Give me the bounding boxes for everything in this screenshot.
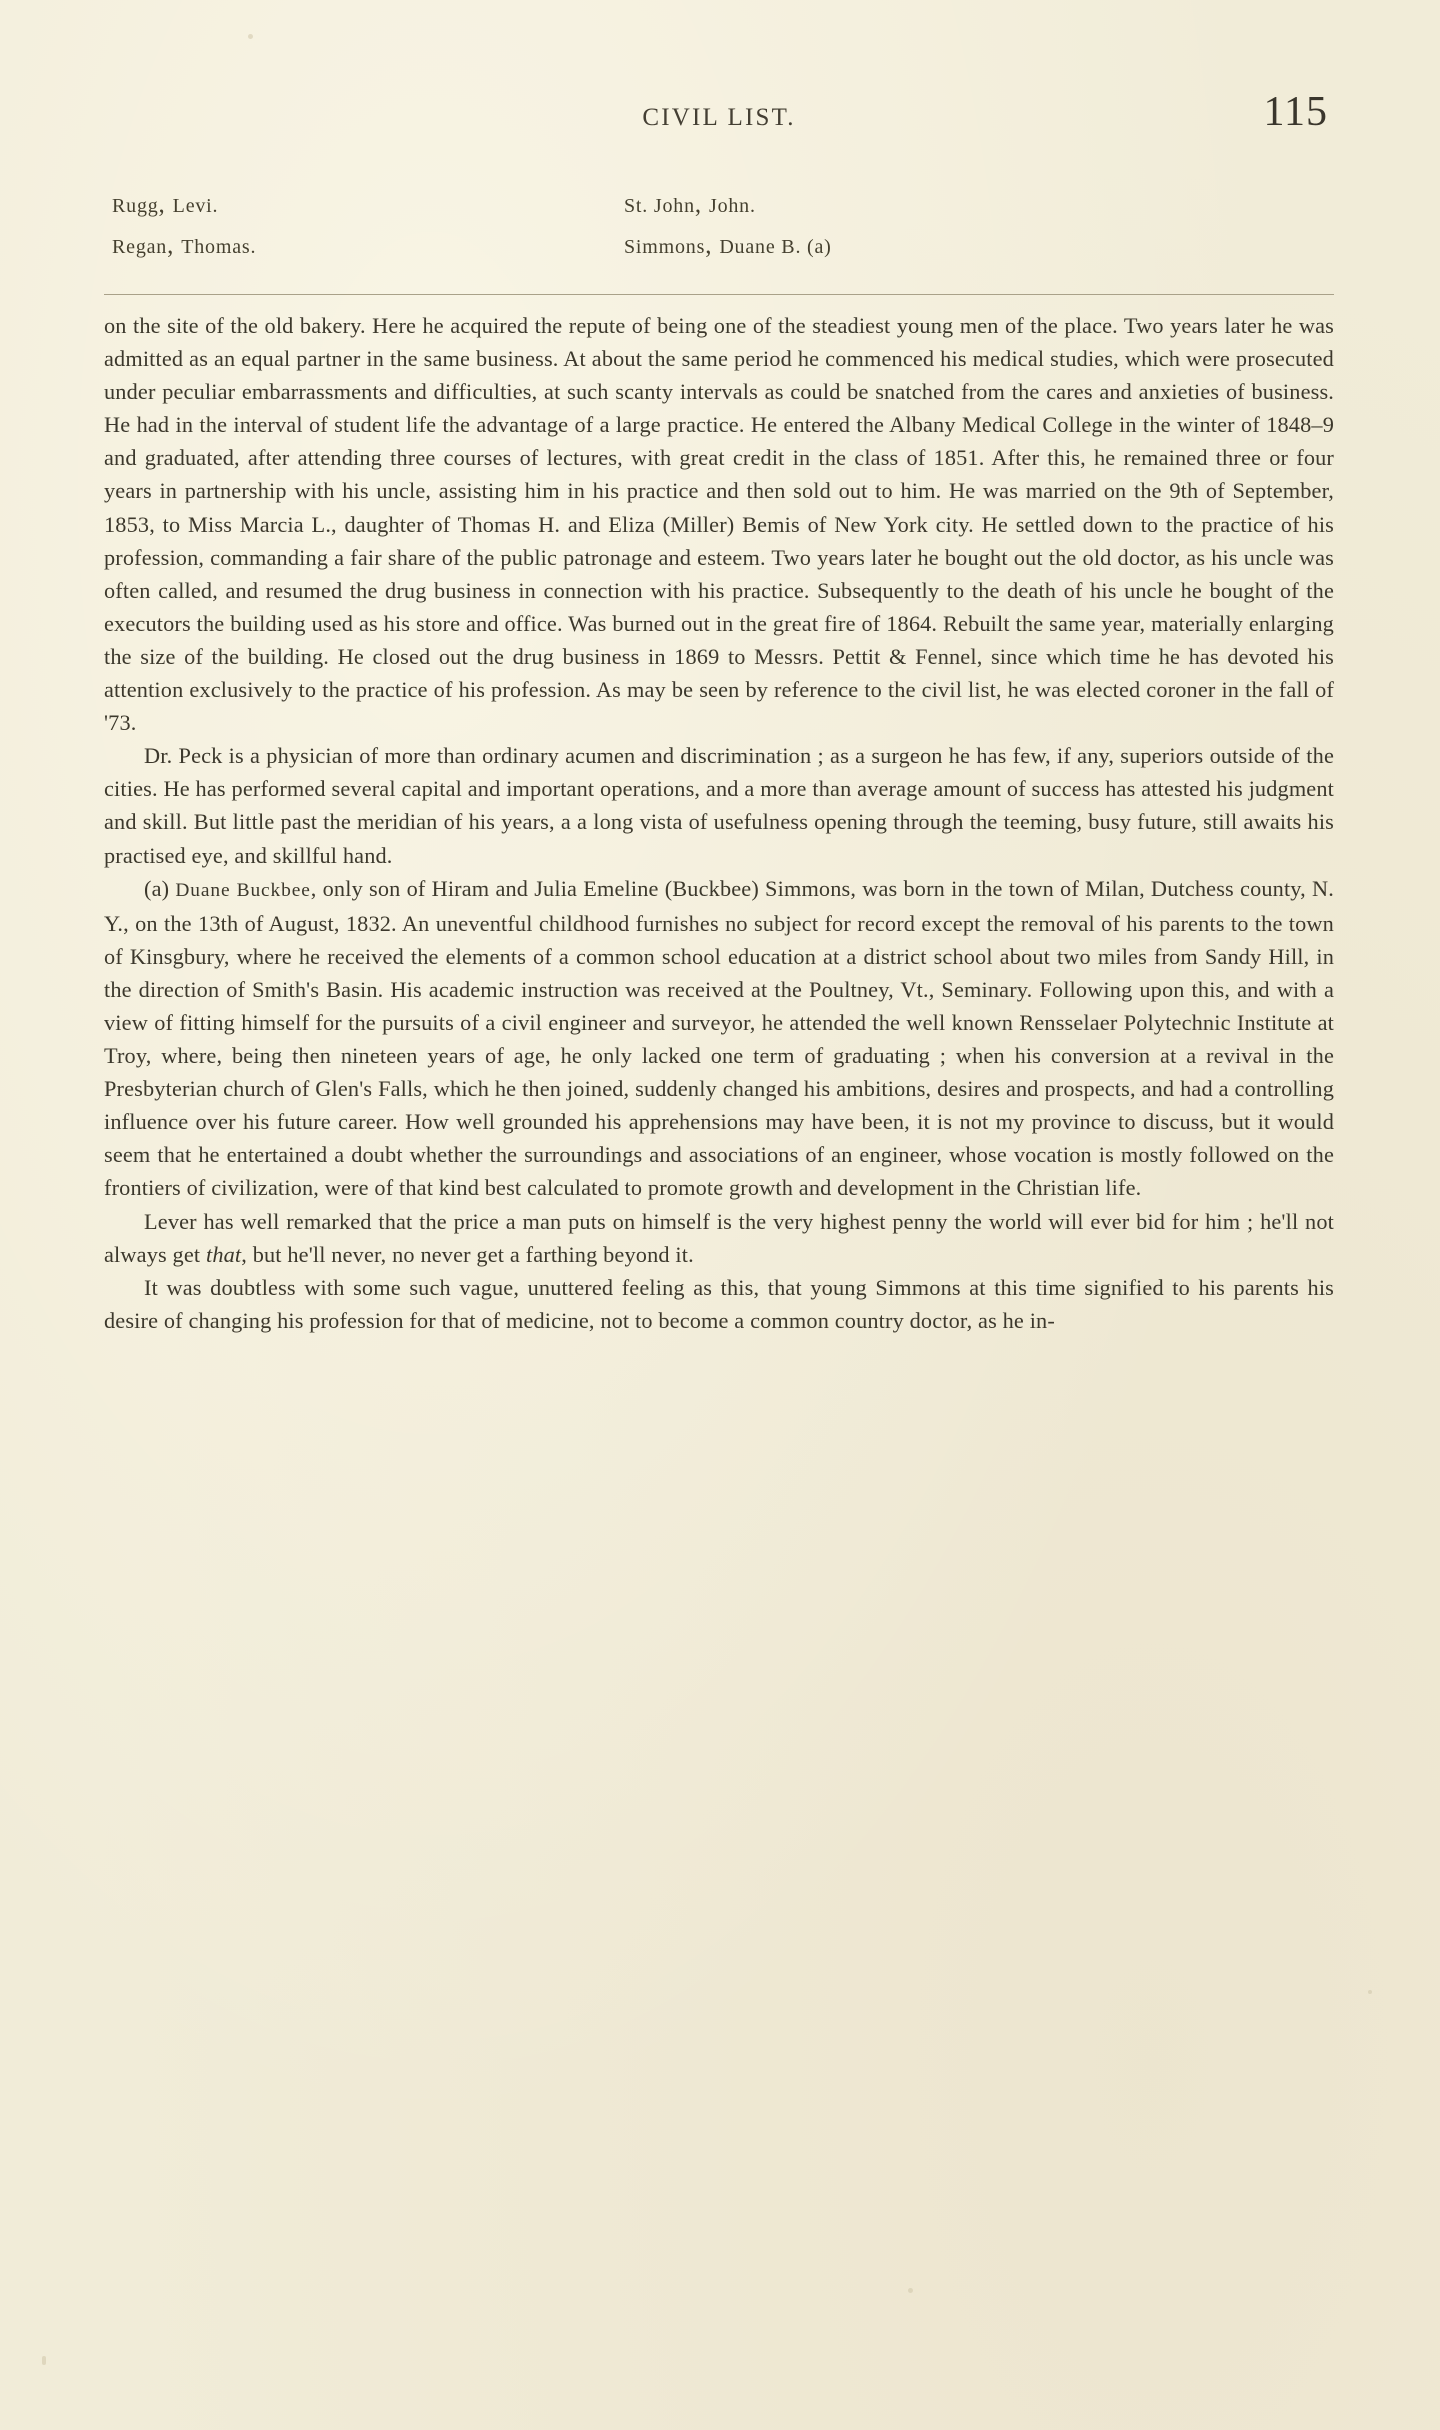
- paragraph-footnote-a: [104, 872, 1334, 1205]
- entry-head-rugg: Rugg, Levi.: [112, 191, 219, 218]
- lever-text-before: Lever has well remarked that the price a man puts on himself is the very highest penny the world will ever bid for him ; he'll not always get: [104, 1208, 1334, 1267]
- paragraph-continuation: on the site of the old bakery. Here he acquired the repute of being one of the steadiest young men of the place. Two years later he was admitted as an equal partner in the same business. At about the same period he commenced his medical studies, which were prosecuted under peculiar embarrassments and difficulties, at such scanty intervals as could be snatched from the cares and anxieties of business. He had in the interval of student life the advantage of a large practice. He entered the Albany Medical College in the winter of 1848–9 and graduated, after attending three courses of lectures, with great credit in the class of 1851. After this, he remained three or four years in partnership with his uncle, assisting him in his practice and then sold out to him. He was married on the 9th of September, 1853, to Miss Marcia L., daughter of Thomas H. and Eliza (Miller) Bemis of New York city. He settled down to the practice of his profession, commanding a fair share of the public patronage and esteem. Two years later he bought out the old doctor, as his uncle was often called, and resumed the drug business in connection with his practice. Subsequently to the death of his uncle he bought of the executors the building used as his store and office. Was burned out in the great fire of 1864. Rebuilt the same year, materially enlarging the size of the building. He closed out the drug business in 1869 to Messrs. Pettit & Fennel, since which time he has devoted his attention exclusively to the practice of his profession. As may be seen by reference to the civil list, he was elected coroner in the fall of '73.: [104, 313, 1334, 736]
- paragraph-closing: It was doubtless with some such vague, unuttered feeling as this, that young Simmons at this time signified to his parents his desire of changing his profession for that of medicine, not to become a common country doctor, as he in-: [104, 1274, 1334, 1333]
- entry-heads-right-column: [624, 184, 832, 266]
- entry-surname: St. John: [624, 195, 695, 217]
- paragraph-dr-peck: Dr. Peck is a physician of more than ordinary acumen and discrimination ; as a surgeon he has few, if any, superiors outside of the cities. He has performed several capital and important operations, and a more than average amount of success has attested his judgment and skill. But little past the meridian of his years, a a long vista of usefulness opening through the teeming, busy future, still awaits his practised eye, and skillful hand.: [104, 743, 1334, 868]
- entry-heads: [104, 184, 1334, 290]
- lever-text-after: , but he'll never, no never get a farthing beyond it.: [241, 1241, 694, 1267]
- header-divider-rule: [104, 294, 1334, 295]
- paragraph-lever-quote: [104, 1205, 1334, 1271]
- emphasized-word: that: [205, 1241, 242, 1267]
- entry-head-st-john: St. John, John.: [624, 191, 756, 218]
- footnote-body-text: , only son of Hiram and Julia Emeline (Buckbee) Simmons, was born in the town of Milan, Dutchess county, N. Y., on the 13th of August, 1832. An uneventful childhood furnishes no subject for record except the removal of his parents to the town of Kinsgbury, where he received the elements of a common school education at a district school about two miles from Sandy Hill, in the direction of Smith's Basin. His academic instruction was received at the Poultney, Vt., Seminary. Following upon this, and with a view of fitting himself for the pursuits of a civil engineer and surveyor, he attended the well known Rensselaer Polytechnic Institute at Troy, where, being then nineteen years of age, he only lacked one term of graduating ; when his conversion at a revival in the Presbyterian church of Glen's Falls, which he then joined, suddenly changed his ambitions, desires and prospects, and had a controlling influence over his future career. How well grounded his apprehensions may have been, it is not my province to discuss, but it would seem that he entertained a doubt whether the surroundings and associations of an engineer, whose vocation is mostly followed on the frontiers of civilization, were of that kind best calculated to promote growth and development in the Christian life.: [104, 875, 1334, 1201]
- page-number: 115: [1263, 89, 1328, 135]
- entry-head-simmons: Simmons, Duane B. (a): [624, 232, 832, 259]
- paper-speck: [42, 2356, 46, 2365]
- entry-surname: Rugg: [112, 195, 159, 217]
- entry-surname: Simmons: [624, 236, 706, 258]
- footnote-subject-name: Duane Buckbee: [175, 879, 311, 901]
- footnote-marker: (a): [144, 875, 170, 901]
- paper-speck: [908, 2288, 913, 2293]
- entry-given: Thomas.: [181, 236, 257, 258]
- paper-speck: [1368, 1990, 1372, 1994]
- running-head: [104, 89, 1334, 158]
- entry-given: Duane B. (a): [719, 236, 832, 258]
- entry-head-regan: Regan, Thomas.: [112, 232, 257, 259]
- entry-surname: Regan: [112, 236, 168, 258]
- paper-speck: [248, 34, 253, 39]
- entry-heads-left-column: [112, 184, 256, 266]
- entry-given: Levi.: [172, 195, 219, 217]
- page-content: [104, 89, 1334, 1337]
- running-head-title: CIVIL LIST.: [642, 104, 796, 131]
- entry-given: John.: [709, 195, 756, 217]
- body-text: [104, 309, 1334, 1337]
